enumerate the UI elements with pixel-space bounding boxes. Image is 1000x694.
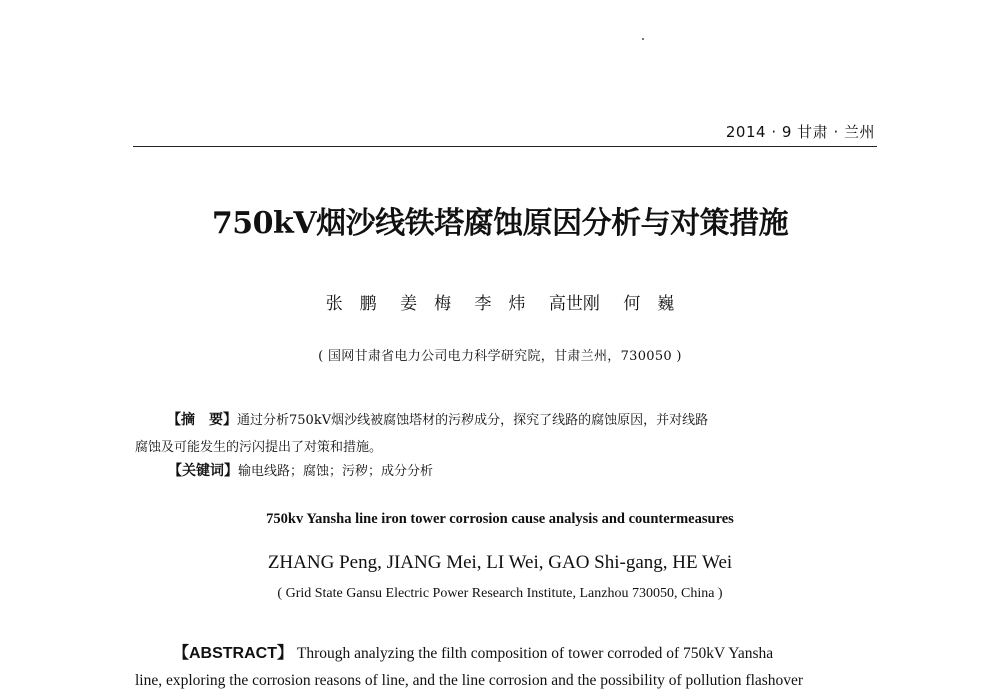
scan-speck	[642, 38, 644, 40]
authors-cn	[0, 289, 1000, 314]
affiliation-en: ( Grid State Gansu Electric Power Research Institute, Lanzhou 730050, China )	[277, 586, 723, 601]
abstract-en	[135, 640, 880, 694]
authors-en: ZHANG Peng, JIANG Mei, LI Wei, GAO Shi-gang, HE Wei	[267, 552, 733, 573]
header-rule	[133, 146, 877, 147]
abstract-en-line1	[135, 640, 880, 667]
issue-header: 2014 · 9 甘肃 · 兰州	[725, 123, 875, 141]
abstract-en-label: 【ABSTRACT】	[173, 645, 293, 662]
keywords-cn-label: 【关键词】	[168, 463, 238, 479]
author-cn: 张 鹏	[325, 294, 377, 314]
affiliation-cn: ( 国网甘肃省电力公司电力科学研究院，甘肃兰州，730050 )	[318, 349, 682, 364]
abstract-cn-text2: 腐蚀及可能发生的污闪提出了对策和措施。	[135, 440, 383, 455]
paper-title-en: 750kv Yansha line iron tower corrosion cause analysis and countermeasures	[266, 511, 734, 527]
author-cn: 姜 梅	[400, 294, 452, 314]
keywords-cn-text: 输电线路；腐蚀；污秽；成分分析	[238, 464, 434, 479]
abstract-cn-label: 【摘 要】	[167, 412, 237, 428]
paper-title-cn: 750kV烟沙线铁塔腐蚀原因分析与对策措施	[211, 206, 789, 241]
abstract-cn	[135, 407, 880, 461]
author-cn: 李 炜	[474, 294, 526, 314]
abstract-en-text2: line, exploring the corrosion reasons of line, and the line corrosion and the possibility of pollution flashover	[135, 672, 804, 689]
abstract-en-text1: Through analyzing the filth composition of tower corroded of 750kV Yansha	[296, 645, 774, 662]
keywords-cn	[168, 460, 433, 480]
author-cn: 高世刚	[548, 294, 600, 314]
abstract-cn-text1: 通过分析750kV烟沙线被腐蚀塔材的污秽成分，探究了线路的腐蚀原因，并对线路	[237, 413, 709, 428]
abstract-cn-line1	[135, 407, 880, 434]
author-cn: 何 巍	[623, 294, 675, 314]
